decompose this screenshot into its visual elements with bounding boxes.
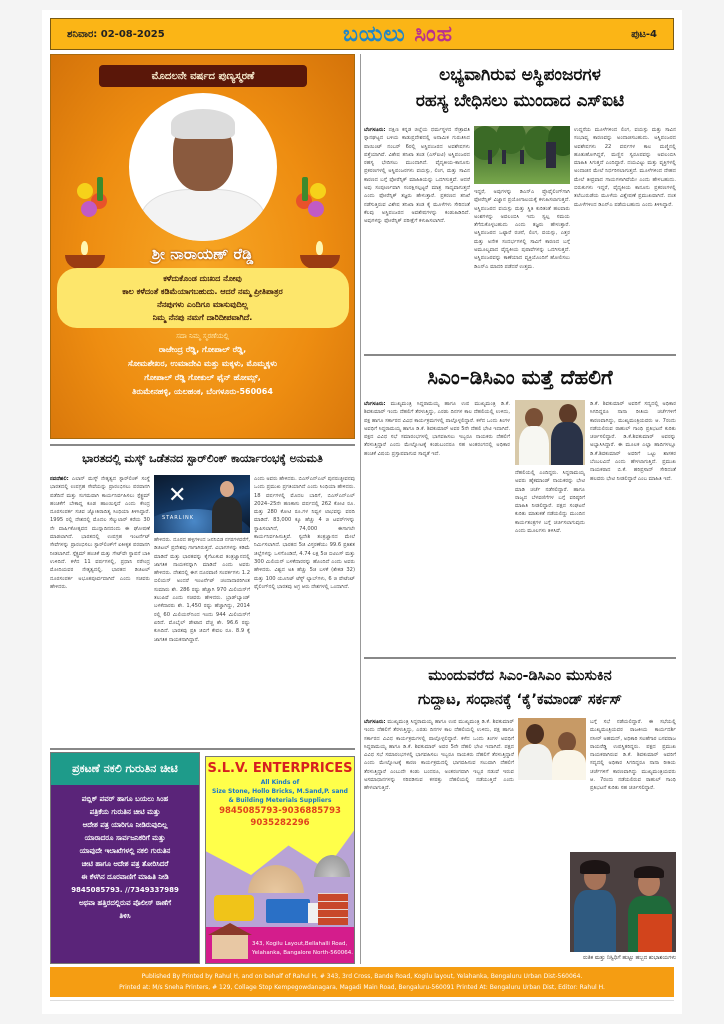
message-line: ಕಾಲ ಕಳೆದಂತೆ ಕಡಿಮೆಯಾಗಬಹುದು. ಆದರೆ ನಮ್ಮ ಪ್ರೀತಿಪಾತ್ರರ <box>122 287 283 296</box>
slv-suppliers: & Building Meterials Suppliers <box>228 797 332 804</box>
cm-delhi-body-col-2: ದೆಹಲಿಯಲ್ಲಿ ಎಂದಿದ್ದರು. ಸಿದ್ದರಾಮಯ್ಯ ಅವರು ಹೈಕಮಾಂಡ್ ನಾಯಕರನ್ನು ಭೇಟಿ ಮಾಡಿ ಚರ್ಚೆ ನಡೆಸಲಿದ್ದಾರೆ. ಹಾಗೂ ರಾಜ್ಯದ ಬೆಳವಣಿಗೆಗಳ ಬಗ್ಗೆ ವರಿಷ್ಠರಿಗೆ ಮಾಹಿತಿ ನೀಡಲಿದ್ದಾರೆ. ಪಕ್ಷದ ಸಂಘಟನೆ ಕುರಿತು ಮಾತುಕತೆ ನಡೆಯಲಿದ್ದು ಮುಂದಿನ ಕಾರ್ಯತಂತ್ರಗಳ ಬಗ್ಗೆ ಚರ್ಚಿಸಲಾಗುವುದು ಎಂದು ಮೂಲಗಳು ತಿಳಿಸಿವೆ. <box>515 470 585 535</box>
gravel-pile-icon <box>314 855 350 877</box>
memorial-advertisement <box>50 54 355 439</box>
starlink-image-label: STARLINK <box>162 515 195 521</box>
birthday-girls-photo <box>570 852 676 952</box>
message-line: ನೆನಪುಗಳು ಎಂದಿಗೂ ಮಾಸುವುದಿಲ್ಲ <box>157 300 248 309</box>
dateline: ನವದೆಹಲಿ: <box>50 476 69 482</box>
headline-line: ರಹಸ್ಯ ಬೇಧಿಸಲು ಮುಂದಾದ ಎಸ್‌ಐಟಿ <box>415 91 625 111</box>
sand-pile-icon <box>248 865 304 893</box>
flower-bouquet-right-icon <box>282 163 332 223</box>
cm-tussle-body-col-2: ಬಗ್ಗೆ ಸಭೆ ನಡೆಯಲಿದ್ದಾರೆ. ಈ ಸಭೆಯಲ್ಲಿ ಮುಖ್ಯಮಂತ್ರಿಯವರ ರಾಜಕೀಯ ಕಾರ್ಯದರ್ಶಿ ನಸೀರ್ ಅಹಮದ್, ಅಧಿಕಾರಿ ಸಲಹೆಗಾರ ಬಸವರಾಜ ರಾಯರೆಡ್ಡಿ ಉಪಸ್ಥಿತರಿದ್ದರು. ಪಕ್ಷದ ಪ್ರಮುಖ ನಾಯಕರಾಗಿರುವ ಡಿ.ಕೆ. ಶಿವಕುಮಾರ್ ಅವರಿಗೆ ಸದ್ಯದಲ್ಲಿ ಅಧಿಕಾರ ಸಿಗದಿದ್ದರೂ ನಾನಾ ರೀತಿಯ ಚರ್ಚೆಗಳಿಗೆ ಕಾರಣವಾಗಿದ್ದು ಮುಖ್ಯಮಂತ್ರಿಯವರು ಆ. 7ರಂದು ನಡೆಯಲಿರುವ ರಾಹುಲ್ ಗಾಂಧಿ ಪ್ರತಿಭಟನೆ ಕುರಿತು ಸಹ ಚರ್ಚಿಸಲಿದ್ದಾರೆ. <box>590 719 676 792</box>
slv-phone-2: 9035282296 <box>250 818 310 828</box>
dateline: ಬೆಂಗಳೂರು: <box>364 127 386 133</box>
cm-dcm-meeting-photo <box>518 718 586 780</box>
dateline: ಬೆಂಗಳೂರು: <box>364 719 386 725</box>
message-line: ನಿಮ್ಮ ನೆನಪು ನಮಗೆ ದಾರಿದೀಪವಾಗಿದೆ. <box>152 313 253 322</box>
family-line: ತಿರುಮೇನಹಳ್ಳಿ, ಯಲಹಂಕ, ಬೆಂಗಳೂರು-560064 <box>132 387 273 396</box>
section-divider <box>364 657 676 659</box>
dateline: ಬೆಂಗಳೂರು: <box>364 401 386 407</box>
message-line: ಕಳೆದುಕೊಂಡ ದುಃಖದ ನೋವು <box>163 274 242 283</box>
sit-body-col-2: ಇದ್ದರೆ, ಅವುಗಳನ್ನು ಡಿಎನ್‌ಎ ಪ್ರೊಫೈಲಿಂಗ್‌ಗಾಗಿ ಫೋರೆನ್ಸಿಕ್ ವಿಜ್ಞಾನ ಪ್ರಯೋಗಾಲಯಕ್ಕೆ ಕಳುಹಿಸಲಾಗುತ್ತದೆ. ಅಸ್ಥಿಪಂಜರದ ವಯಸ್ಸು ಮತ್ತು ಸ್ಥಿತಿ ಕುರಿತಂತೆ ಹಲವಾರು ಅಂಶಗಳನ್ನು ಅವಲಂಬಿಸಿ ಇದು ಸ್ವಲ್ಪ ಸಮಯ ತೆಗೆದುಕೊಳ್ಳಬಹುದು ಎಂದು ತಜ್ಞರು ಹೇಳುತ್ತಾರೆ. ಅಸ್ಥಿಪಂಜರದ ಒಟ್ಟಾರೆ ರಚನೆ, ಲಿಂಗ, ವಯಸ್ಸು, ಎತ್ತರ ಮತ್ತು ಅನೇಕ ಸಂದರ್ಭಗಳಲ್ಲಿ ಸಾವಿಗೆ ಕಾರಣದ ಬಗ್ಗೆ ಅಮೂಲ್ಯವಾದ ವೈದ್ಯಕೀಯ ಪುರಾವೆಗಳನ್ನು ಒದಗಿಸುತ್ತದೆ. ಅಸ್ಥಿಪಂಜರವನ್ನು ಕಾಣೆಯಾದ ವ್ಯಕ್ತಿಯೊಂದಿಗೆ ಹೋಲಿಸಲು ಡಿಎನ್‌ಎ ಮಾದರಿ ಪಡೆದರೆ ಉತ್ತಮ. <box>474 189 570 270</box>
section-divider <box>50 748 355 750</box>
deceased-name: ಶ್ರೀ ನಾರಾಯಣ್ ರೆಡ್ಡಿ <box>151 245 254 263</box>
notice-line: ತಿಳಿಸಿ <box>119 912 131 920</box>
starlink-body-col-2: ಹೇಳಿದರು. ದೂರದ ಹಳ್ಳಿಗಳಿಂದ ಜನನಿಬಿಡ ನಗರಗಳವರೆಗೆ, ಡಿಜಿಟಲ್ ಪ್ರದೇಶವು ಗಾಗಾಗಿರುತ್ತದೆ. ವಿಭಾಗಗಳನ್ನು ಕಡಿಮೆ ಮಾಡಿದೆ ಮತ್ತು ಭಾರತವನ್ನು ಕೈಗೆಟುಕುವ ತಂತ್ರಜ್ಞಾನದಲ್ಲಿ ಜಾಗತಿಕ ನಾಯಕನನ್ನಾಗಿ ಮಾಡಿದೆ ಎಂದು ಅವರು ಹೇಳಿದರು. ದೇಶದಲ್ಲಿ ಈಗ ದೂರವಾಣಿ ಸಂಪರ್ಕಗಳು 1.2 ಬಿಲಿಯನ್ ಅಂದರೆ ಇಂಟರ್ನೆಟ್ ಚಂದಾದಾರರಿಗಿಂತ ಸುಮಾರು ಶೇ. 286 ರಷ್ಟು ಹೆಚ್ಚಾಗಿ 970 ಮಿಲಿಯನ್‌ಗೆ ತಲುಪಿವೆ ಎಂದು ಸಚಿವರು ಹೇಳಿದರು. ಬ್ರಾಡ್‌ಬ್ಯಾಂಡ್ ಬಳಕೆದಾರರು ಶೇ. 1,450 ರಷ್ಟು ಹೆಚ್ಚಾಗಿದ್ದು, 2014 ರಲ್ಲಿ 60 ಮಿಲಿಯನ್‌ನಿಂದ ಇಂದು 944 ಮಿಲಿಯನ್‌ಗೆ ಏರಿದೆ. ಮೊಬೈಲ್ ಡೇಟಾದ ವೆಚ್ಚ ಶೇ. 96.6 ರಷ್ಟು ಕುಸಿದಿದೆ. ಭಾರತವು ಪ್ರತಿ ಜಿಬಿಗೆ ಕೇವಲ ರೂ. 8.9 ಕ್ಕೆ ಜಾಗತಿಕ ನಾಯಕನಾಗಿದ್ದಾನೆ. <box>154 537 250 643</box>
memorial-message <box>57 268 349 328</box>
article-text: ಮುಖ್ಯಮಂತ್ರಿ ಸಿದ್ದರಾಮಯ್ಯ ಹಾಗೂ ಉಪ ಮುಖ್ಯಮಂತ್ರಿ ಡಿ.ಕೆ. ಶಿವಕುಮಾರ್ ಇಂದು ದೆಹಲಿಗೆ ತೆರಳುತ್ತಿದ್ದು, ಎರಡು ದಿನಗಳ ಕಾಲ ದೆಹಲಿಯಲ್ಲಿ ಉಳಿದು, ಪಕ್ಷ ಹಾಗೂ ಸರ್ಕಾರದ ವಿವಿಧ ಕಾರ್ಯಕ್ರಮಗಳಲ್ಲಿ ಪಾಲ್ಗೊಳ್ಳಲಿದ್ದಾರೆ. ಕಳೆದ ಒಂದು ತಿಂಗಳ ಅವಧಿಗೆ ಸಿದ್ದರಾಮಯ್ಯ ಹಾಗೂ ಡಿ.ಕೆ. ಶಿವಕುಮಾರ್ ಅವರ 5ನೇ ದೆಹಲಿ ಭೇಟಿ ಇದಾಗಿದೆ. ಪಕ್ಷದ ವಿವಿಧ ಸಭೆ ಸಮಾರಂಭಗಳಲ್ಲಿ ಭಾಗವಹಿಸಲು ಇಬ್ಬರೂ ನಾಯಕರು ದೆಹಲಿಗೆ ತೆರಳುತ್ತಿದ್ದಾರೆ ಎಂದು ಮೇಲ್ನೋಟಕ್ಕೆ ಕಾರಣ ಕಾರ್ಯಕ್ರಮದಲ್ಲಿ ಭಾಗವಹಿಸುವ ಸಲುವಾಗಿ ದೆಹಲಿಗೆ ತೆರಳುತ್ತಿದ್ದಾರೆ ಎಂಬುದೇ ಕಂಡು ಬಂದರೂ, ಅಂತರಂಗವಾಗಿ ಇಬ್ಬರ ನಡುವೆ ಇರುವ ಅಸಮಾಧಾನಗಳನ್ನು ಸರಿಪಡಿಸುವ ಕಸರತ್ತು ದೆಹಲಿಯಲ್ಲಿ ನಡೆಯುತ್ತಿದೆ ಎಂದು ಹೇಳಲಾಗುತ್ತಿದೆ. <box>364 719 514 792</box>
section-divider <box>364 354 676 356</box>
starlink-photo <box>154 475 250 533</box>
notice-title: ಪ್ರಕಟಣೆ ನಕಲಿ ಗುರುತಿನ ಚೀಟಿ <box>51 753 199 785</box>
cm-delhi-body-col-3: ಡಿ.ಕೆ. ಶಿವಕುಮಾರ್ ಅವರಿಗೆ ಸದ್ಯದಲ್ಲಿ ಅಧಿಕಾರ ಸಿಗದಿದ್ದರೂ ನಾನಾ ರೀತಿಯ ಚರ್ಚೆಗಳಿಗೆ ಕಾರಣವಾಗಿದ್ದು, ಮುಖ್ಯಮಂತ್ರಿಯವರು ಆ. 7ರಂದು ನಡೆಯಲಿರುವ ರಾಹುಲ್ ಗಾಂಧಿ ಪ್ರತಿಭಟನೆ ಕುರಿತು ಚರ್ಚಿಸಲಿದ್ದಾರೆ. ಡಿ.ಕೆ.ಶಿವಕುಮಾರ್ ಅವರನ್ನು ಅಭ್ಯಾಸಿಸಿದ್ದಾರೆ. ಈ ಮೂಲಕ ಎಲ್ಲಾ ಹಾದಿಗಳಲ್ಲೂ ಡಿ.ಕೆ.ಶಿವಕುಮಾರ್ ಅವರಿಗೆ ಒಟ್ಟು ಶಾಸಕರ ಬೆಂಬಲವಿದೆ ಎಂದು ಹೇಳಲಾಗುತ್ತಿದೆ. ಪ್ರಮುಖ ನಾಯಕರಾದ ಬಿ.ಕೆ. ಹರಿಪ್ರಸಾದ್ ಸೇರಿದಂತೆ ಹಲವರು ಭೇಟಿ ನೀಡಲಿದ್ದಾರೆ ಎಂಬ ಮಾಹಿತಿ ಇದೆ. <box>590 401 676 482</box>
printer-line-footer <box>50 967 674 997</box>
notice-line: ಪತ್ರಿಕೆಯ ಗುರುತಿನ ಚೀಟಿ ಮತ್ತು <box>89 808 161 816</box>
slv-enterprises-advertisement <box>205 756 355 964</box>
footer-line: Printed at: M/s Sneha Printers, # 129, Collage Stop Kempegowdanagara, Magadi Main Road, Bengaluru-560091 Printed At: Bengaluru Urban Dist, Editor: Rahul H. <box>119 984 605 991</box>
truck-icon <box>266 899 310 923</box>
notice-line: ಆದೇಶ ಪತ್ರ ಯಾರಿಗೂ ನೀಡಿರುವುದಿಲ್ಲ <box>82 821 168 829</box>
footer-line: Published By Printed by Rahul H, and on behalf of Rahul H, # 343, 3rd Cross, Bande Road, Kogilu layout, Yelahanka, Bengaluru Urban Dist-560064. <box>141 973 583 980</box>
slv-company-name: S.L.V. ENTERPRICES <box>207 761 353 776</box>
memorial-family <box>51 343 354 399</box>
address-line: Yelahanka, Bangalore North-560064. <box>252 950 353 956</box>
flower-bouquet-left-icon <box>73 163 123 223</box>
headline-line: ಲಭ್ಯವಾಗಿರುವ ಅಸ್ಥಿಪಂಜರಗಳ <box>439 65 601 85</box>
cm-tussle-headline <box>364 662 676 714</box>
memorial-remembrance: ಸದಾ ನಿಮ್ಮ ಸ್ಮರಣೆಯಲ್ಲಿ <box>176 332 229 340</box>
bottom-divider <box>50 1000 674 1001</box>
notice-line: ಪಬ್ಲಿಕ್ ಪವರ್ ಹಾಗೂ ಬಯಲು ಸಿಂಹ <box>81 795 169 803</box>
notice-line: ಯಾರಾದರೂ ಸಾರ್ವಜನಿಕರಿಗೆ ಮತ್ತು <box>84 834 166 842</box>
family-line: ಗೋಪಾಲ್ ರೆಡ್ಡಿ ಗೋಕುಲ್ ಫೈನ್ ಹೋಮ್ಸ್, <box>144 373 261 382</box>
address-line: 343, Kogilu Layout,Bellahalli Road, <box>252 941 348 947</box>
excavator-icon <box>214 895 254 921</box>
photo-caption: ರುತಿಕ ಮತ್ತು ನಿಸ್ವಿಧಿಗೆ ಹುಟ್ಟು ಹಬ್ಬದ ಶುಭಾಶಯಗಳು <box>583 955 676 961</box>
masthead <box>50 18 674 50</box>
cm-delhi-headline: ಸಿಎಂ–ಡಿಸಿಎಂ ಮತ್ತೆ ದೆಹಲಿಗೆ <box>427 365 613 389</box>
sit-headline <box>364 56 676 120</box>
family-line: ಸೋಮಶೇಖರ, ಉಮಾದೇವಿ ಮತ್ತು ಮಕ್ಕಳು, ಮೊಮ್ಮಕ್ಕಳು <box>127 359 278 368</box>
cm-delhi-body-col-1 <box>364 400 510 652</box>
article-text: ದಕ್ಷಿಣ ಕನ್ನಡ ಜಿಲ್ಲೆಯ ಧರ್ಮಸ್ಥಳದ ನೇತ್ರಾವತಿ ಸ್ನಾನಘಟ್ಟದ ಬಳಿಯ ಕಾಡುಪ್ರದೇಶದಲ್ಲಿ ಅನಾಮಿಕ ಗುರುತಿಸಿದ ಪಾಯಿಂಟ್ ನಂಬರ್ 6ರಲ್ಲಿ ಅಸ್ಥಿಪಂಜರದ ಅವಶೇಷಗಳು ಪತ್ತೆಯಾಗಿವೆ. ವಿಶೇಷ ತನಿಖಾ ತಂಡ (ಎಸ್‌ಐಟಿ) ಅಸ್ಥಿಪಂಜರದ ರಹಸ್ಯ ಭೇದಿಸಲು ಮುಂದಾಗಿದೆ. ವೈದ್ಯಕೀಯ-ಕಾನೂನು ಪ್ರಕರಣಗಳಲ್ಲಿ ಅಸ್ಥಿಪಂಜರಗಳು ವಯಸ್ಸು, ಲಿಂಗ, ಮತ್ತು ಸಾವಿನ ಕಾರಣದ ಬಗ್ಗೆ ಫೋರೆನ್ಸಿಕ್ ಮಾಹಿತಿಯನ್ನು ಒದಗಿಸುತ್ತವೆ. ಆದರೆ ಅವು ಸಂಪೂರ್ಣವಾಗಿ ಸಂರಕ್ಷಿಸಲ್ಪಟ್ಟರೆ ಮಾತ್ರ ಸಾಧ್ಯವಾಗುತ್ತದೆ ಎಂದು ಫೋರೆನ್ಸಿಕ್ ತಜ್ಞರು ಹೇಳುತ್ತಾರೆ. ಪ್ರಕರಣದ ತನಿಖೆ ನಡೆಸುತ್ತಿರುವ ವಿಶೇಷ ತನಿಖಾ ತಂಡ ಕೈ ಮೂಳೆಗಳು ಸೇರಿದಂತೆ ಕೆಲವು ಅಸ್ಥಿಪಂಜರದ ಅವಶೇಷಗಳನ್ನು ಕಂಡುಹಿಡಿದಿದೆ. ಅವುಗಳನ್ನು ಫೋರೆನ್ಸಿಕ್ ಪರೀಕ್ಷೆಗೆ ಕಳುಹಿಸಲಾಗಿದೆ. <box>364 127 470 225</box>
memorial-banner: ಮೊದಲನೇ ವರ್ಷದ ಪುಣ್ಯಸ್ಮರಣೆ <box>99 65 307 87</box>
slv-text-block <box>206 760 354 829</box>
notice-phone: 9845085793. //7349337989 <box>71 886 179 894</box>
sit-body-col-3: ಉದ್ದನೆಯ ಮೂಳೆಗಳಿಂದ ಲಿಂಗ, ವಯಸ್ಸು ಮತ್ತು ಸಾವಿನ ಸಂಭಾವ್ಯ ಕಾರಣವನ್ನು ಅಂದಾಜಿಸಬಹುದು. ಅಸ್ಥಿಪಂಜರದ ಅವಶೇಷಗಳು 22 ವರ್ಷಗಳ ಕಾಲ ಮಣ್ಣಿನಲ್ಲಿ ಹೂತುಹೋಗಿದ್ದರೆ, ಮಣ್ಣಿನ ಸ್ವರೂಪವನ್ನು ಅವಲಂಬಿಸಿ ಮಾಹಿತಿ ಸಿಗುತ್ತದೆ ಎಂದಿದ್ದಾರೆ. ದಯವಿಟ್ಟು ಮತ್ತು ವ್ಯಕ್ತಿಗಳಲ್ಲಿ ಅಂದಾಜಿನ ಮೇಲೆ ನಿರ್ಧರಿಸಲಾಗುತ್ತದೆ. ಮೂಳೆಗಳಿಂದ ದೇಹದ ಮೇಲೆ ತೀವ್ರವಾದ ಗಾಯಗಳಾಗಿವೆಯೇ ಎಂದು ಹೇಳಬಹುದು. ಬಿರುಕುಗಳು ಇದ್ದರೆ, ವೈದ್ಯಕೀಯ ಕಾನೂನು ಪ್ರಕರಣಗಳಲ್ಲಿ ತಲೆಬುರುಡೆಯ ಮೂಳೆಯ ವಿಶ್ಲೇಷಣೆ ಪ್ರಮುಖವಾಗಿದೆ. ದಂತ ಮೂಳೆಗಳಿಂದ ಡಿಎನ್‌ಎ ಪಡೆಯಬಹುದು ಎಂದು ತಿಳಿಸಿದ್ದಾರೆ. <box>574 127 676 208</box>
cm-dcm-photo <box>515 400 585 465</box>
sit-body-col-1 <box>364 126 470 351</box>
slv-address <box>252 940 355 958</box>
article-text: ಮುಖ್ಯಮಂತ್ರಿ ಸಿದ್ದರಾಮಯ್ಯ ಹಾಗೂ ಉಪ ಮುಖ್ಯಮಂತ್ರಿ ಡಿ.ಕೆ. ಶಿವಕುಮಾರ್ ಇಂದು ದೆಹಲಿಗೆ ತೆರಳುತ್ತಿದ್ದು, ಎರಡು ದಿನಗಳ ಕಾಲ ದೆಹಲಿಯಲ್ಲಿ ಉಳಿದು, ಪಕ್ಷ ಹಾಗೂ ಸರ್ಕಾರದ ವಿವಿಧ ಕಾರ್ಯಕ್ರಮಗಳಲ್ಲಿ ಪಾಲ್ಗೊಳ್ಳಲಿದ್ದಾರೆ. ಕಳೆದ ಒಂದು ತಿಂಗಳ ಅವಧಿಗೆ ಸಿದ್ದರಾಮಯ್ಯ ಹಾಗೂ ಡಿ.ಕೆ. ಶಿವಕುಮಾರ್ ಅವರ 5ನೇ ದೆಹಲಿ ಭೇಟಿ ಇದಾಗಿದೆ. ಪಕ್ಷದ ವಿವಿಧ ಸಭೆ ಸಮಾರಂಭಗಳಲ್ಲಿ ಭಾಗವಹಿಸಲು ಇಬ್ಬರೂ ನಾಯಕರು ದೆಹಲಿಗೆ ತೆರಳುತ್ತಿದ್ದಾರೆ ಎಂದು ಮೇಲ್ನೋಟಕ್ಕೆ ಕಂಡುಬಂದರೂ ಸಹ ಅಂತರಂಗದಲ್ಲಿ ಅಧಿಕಾರ ಹಂಚಿಕೆ ವಿಷಯ ಪ್ರಸ್ತಾಪವಾಗುವ ಸಾಧ್ಯತೆ ಇದೆ. <box>364 401 510 457</box>
notice-line: ಚೀಟಿ ಹಾಗೂ ಆದೇಶ ಪತ್ರ ತೋರಿಸಿದರೆ <box>81 860 169 868</box>
notice-line: ಅಥವಾ ಹತ್ತಿರದಲ್ಲಿರುವ ಪೊಲೀಸ್ ಠಾಣೆಗೆ <box>78 899 172 907</box>
newspaper-title <box>343 22 453 47</box>
sit-investigation-photo <box>474 126 570 184</box>
notice-line: ಯಾವುದೇ ಇಲಾಖೆಗಳಲ್ಲಿ ನಕಲಿ ಗುರುತಿನ <box>79 847 171 855</box>
column-divider <box>360 54 361 964</box>
starlink-x-logo-icon: ✕ <box>168 483 187 508</box>
slv-tagline: All Kinds of <box>260 779 300 786</box>
slv-phone-1: 9845085793-9036885793 <box>219 806 341 816</box>
house-icon <box>212 933 248 959</box>
fake-id-notice <box>50 752 200 964</box>
article-text: ಎಲಾನ್ ಮಸ್ಕ್ ನೇತೃತ್ವದ ಸ್ಟಾರ್‌ಲಿಂಕ್ ಸಂಸ್ಥೆ ಭಾರತದಲ್ಲಿ ಉಪಗ್ರಹ ಸೇವೆಯನ್ನು ಪ್ರಾರಂಭಿಸಲು ಪರವಾನಗಿ ಪಡೆದಿದೆ ಮತ್ತು ಸುಗಮವಾಗಿ ಕಾರ್ಯನಿರ್ವಹಿಸಲು ಸ್ಪೆಕ್ಟ್ರಮ್ ಹಂಚಿಕೆಗೆ ಬೇಕಾದ್ದ ಕೂಡ ಹಾಂಯಿಸ್ಪದೆ ಎಂದು ಕೇಂದ್ರ ದೂರಸಂಪರ್ಕ ಸಚಿವ ಜ್ಯೋತಿರಾದಿತ್ಯ ಸಿಂಧಿಯಾ ತಿಳಿಸಿದ್ದಾರೆ. 1995 ರಲ್ಲಿ ದೇಶದಲ್ಲಿ ಮೊದಲ ಸೆಲ್ಯುಲಾರ್ ಕರೆಯ 30 ನೇ ವಾರ್ಷಿಕೋತ್ಸವದ ಮುನ್ನಾದಿನದಂದು ಈ ಘೋಷಣೆ ಮಾಡಲಾಗಿದೆ. ಭಾರತದಲ್ಲಿ ಉಪಗ್ರಹ ಇಂಟರ್ನೆಟ್ ಸೇವೆಗಳನ್ನು ಪ್ರಾರಂಭಿಸಲು ಸ್ಟಾರ್‌ಲಿಂಕ್‌ಗೆ ಏಕೀಕೃತ ಪರವಾನಗಿ ನೀಡಲಾಗಿದೆ. ಸ್ಪೆಕ್ಟ್ರಮ್ ಹಂಚಿಕೆ ಮತ್ತು ಗೇಟ್‌ವೇ ಸ್ಥಾಪನೆ ಬಾಕಿ ಉಳಿದಿದೆ. ಕಳೆದ 11 ವರ್ಷಗಳಲ್ಲಿ, ಪ್ರಧಾನಿ ನರೇಂದ್ರ ಮೋದಿಯವರ ನೇತೃತ್ವದಲ್ಲಿ, ಭಾರತದ ಡಿಜಿಟಲ್ ದೂರಸಂಪರ್ಕ ಅಭೂತಪೂರ್ವವಾಗಿದೆ ಎಂದು ಸಚಿವರು ಹೇಳಿದರು. <box>50 476 150 590</box>
headline-line: ಮುಂದುವರೆದ ಸಿಎಂ-ಡಿಸಿಎಂ ಮುಸುಕಿನ <box>428 668 612 684</box>
starlink-body-col-1 <box>50 475 150 745</box>
starlink-body-col-3: ಎಂದು ಅವರು ಹೇಳಿದರು. ಬಿಎಸ್‌ಎನ್‌ಎಲ್ ಪುನರುಜ್ಜೀವನವು ಒಂದು ಪ್ರಮುಖ ಪ್ರಗತಿಯಾಗಿದೆ ಎಂದು ಸಿಂಧಿಯಾ ಹೇಳಿದರು. 18 ವರ್ಷಗಳಲ್ಲಿ ಮೊದಲ ಬಾರಿಗೆ, ಬಿಎಸ್‌ಎನ್‌ಎಲ್ 2024–25ನೇ ಹಣಕಾಸು ವರ್ಷದಲ್ಲಿ 262 ಕೋಟಿ ರೂ. ಮತ್ತು 280 ಕೋಟಿ ರೂ.ಗಳ ನಿವ್ವಳ ಲಾಭವನ್ನು ವರದಿ ಮಾಡಿದೆ. 83,000 ಕ್ಕೂ ಹೆಚ್ಚು 4 ಜಿ ಟವರ್‌ಗಳನ್ನು ಸ್ಥಾಪಿಸಲಾಗಿದೆ, 74,000 ಈಗಾಗಲೇ ಕಾರ್ಯನಿರ್ವಹಿಸುತ್ತಿವೆ. ಸ್ವದೇಶಿ ತಂತ್ರಜ್ಞಾನದ ಮೇಲೆ ನಿರ್ಮಿಸಲಾಗಿದೆ. ಭಾರತದ 5ಜಿ ವಿಸ್ತರಣೆಯು 99.6 ಪ್ರತಿಶತ ಜಿಲ್ಲೆಗಳನ್ನು ಒಳಗೊಂಡಿದೆ, 4.74 ಲಕ್ಷ 5ಜಿ ಬಿಟಿಎಸ್ ಮತ್ತು 300 ಮಿಲಿಯನ್ ಬಳಕೆದಾರರನ್ನು ಹೊಂದಿದೆ ಎಂದು ಅವರು ಹೇಳಿದರು. ವಿಶ್ವದ ಅತಿ ಹೆಚ್ಚು 5ಜಿ ಬಳಕೆ (ಶೇಕಡ 32) ಮತ್ತು 100 ಯೂನಿಟ್ ಟೆಸ್ಟ್ ಲ್ಯಾಬ್‌ಗಳು, 6 ಜಿ ಪೇಟೆಂಟ್ ಫೈಲಿಂಗ್‌ನಲ್ಲಿ ಭಾರತವು ಅಗ್ರ ಆರು ದೇಶಗಳಲ್ಲಿ ಒಂದಾಗಿದೆ. <box>254 476 355 590</box>
newspaper-page <box>42 10 682 1014</box>
bricks-icon <box>318 893 348 925</box>
family-line: ರಾಜೇಂದ್ರ ರೆಡ್ಡಿ, ಗೋಪಾಲ್ ರೆಡ್ಡಿ, <box>158 345 247 354</box>
memorial-portrait <box>129 93 277 241</box>
issue-date: ಶನಿವಾರ: 02-08-2025 <box>67 28 165 40</box>
title-part-2: ಸಿಂಹ <box>414 21 454 47</box>
cm-tussle-body-col-1 <box>364 718 514 963</box>
memorial-text-block <box>51 243 354 399</box>
page-number: ಪುಟ-4 <box>631 28 657 40</box>
starlink-headline: ಭಾರತದಲ್ಲಿ ಮಸ್ಕ್ ಒಡೆತನದ ಸ್ಟಾರ್‌ಲಿಂಕ್ ಕಾರ್ಯಾರಂಭಕ್ಕೆ ಅನುಮತಿ <box>82 452 323 465</box>
notice-line: ಈ ಕೆಳಗಿನ ದೂರವಾಣಿಗೆ ಮಾಹಿತಿ ನೀಡಿ <box>81 873 169 881</box>
notice-body <box>51 785 199 963</box>
section-divider <box>50 444 355 446</box>
title-part-1: ಬಯಲು <box>342 21 406 47</box>
slv-products: Size Stone, Hollo Bricks, M.Sand,P. sand <box>212 788 348 795</box>
headline-line: ಗುದ್ದಾಟ, ಸಂಧಾನಕ್ಕೆ ‘ಕೈ’ಕಮಾಂಡ್ ಸರ್ಕಸ್ <box>417 692 622 708</box>
